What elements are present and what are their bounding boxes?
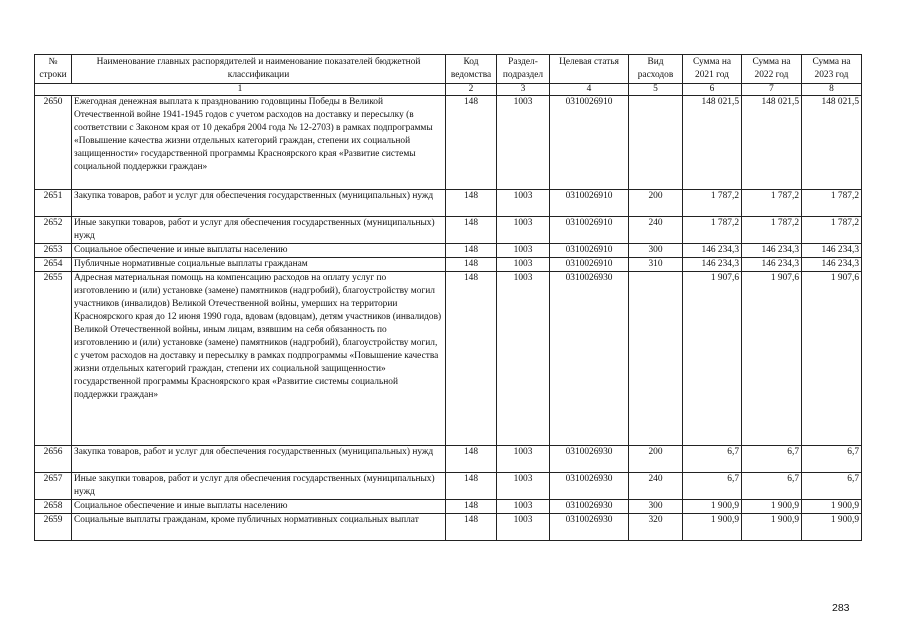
row-sum2022: 146 234,3 — [742, 244, 802, 258]
row-razdel: 1003 — [497, 96, 550, 190]
row-vid: 200 — [629, 190, 683, 217]
column-number-6: 6 — [683, 84, 742, 96]
table-row — [35, 96, 862, 190]
row-ved: 148 — [446, 272, 497, 446]
row-sum2022: 1 900,9 — [742, 514, 802, 541]
row-number: 2654 — [35, 258, 72, 272]
row-celevaya: 0310026930 — [550, 500, 629, 514]
row-sum2021: 6,7 — [683, 473, 742, 500]
row-ved: 148 — [446, 190, 497, 217]
row-ved: 148 — [446, 500, 497, 514]
row-sum2022: 1 787,2 — [742, 190, 802, 217]
column-number-row — [35, 84, 862, 96]
header-col-vid: Вид расходов — [629, 55, 683, 84]
row-sum2022: 146 234,3 — [742, 258, 802, 272]
row-vid: 240 — [629, 217, 683, 244]
row-name: Адресная материальная помощь на компенсацию расходов на оплату услуг по изготовлению и (или) установке (замене) памятников (надгробий), благоустройству могил участников (инвалидов) Великой Отечественной войны, умерших на территории Красноярского края до 12 июня 1990 года, вдовам (вдовцам), детям участников (инвалидов) Великой Отечественной войны, иным лицам, взявшим на себя обязанность по изготовлению и (или) установке (замене) памятников (надгробий), благоустройству могил, с учетом расходов на доставку и пересылку в рамках подпрограммы «Повышение качества жизни отдельных категорий граждан, степени их социальной защищенности» государственной программы Красноярского края «Развитие системы социальной поддержки граждан» — [72, 272, 446, 446]
row-sum2023: 146 234,3 — [802, 258, 862, 272]
row-ved: 148 — [446, 258, 497, 272]
header-col-name: Наименование главных распорядителей и наименование показателей бюджетной классификации — [72, 55, 446, 84]
row-razdel: 1003 — [497, 500, 550, 514]
row-sum2023: 6,7 — [802, 473, 862, 500]
header-col-razdel: Раздел-подраздел — [497, 55, 550, 84]
row-sum2023: 148 021,5 — [802, 96, 862, 190]
row-sum2023: 1 900,9 — [802, 514, 862, 541]
row-number: 2657 — [35, 473, 72, 500]
table-row — [35, 244, 862, 258]
row-sum2023: 1 787,2 — [802, 217, 862, 244]
row-ved: 148 — [446, 446, 497, 473]
header-col-num: № строки — [35, 55, 72, 84]
row-celevaya: 0310026930 — [550, 272, 629, 446]
row-celevaya: 0310026910 — [550, 217, 629, 244]
row-vid: 200 — [629, 446, 683, 473]
row-name: Иные закупки товаров, работ и услуг для обеспечения государственных (муниципальных) нужд — [72, 217, 446, 244]
row-razdel: 1003 — [497, 473, 550, 500]
table-row — [35, 500, 862, 514]
row-sum2022: 1 787,2 — [742, 217, 802, 244]
row-razdel: 1003 — [497, 514, 550, 541]
row-celevaya: 0310026910 — [550, 244, 629, 258]
header-col-celevaya: Целевая статья — [550, 55, 629, 84]
row-name: Публичные нормативные социальные выплаты гражданам — [72, 258, 446, 272]
row-celevaya: 0310026910 — [550, 96, 629, 190]
row-number: 2655 — [35, 272, 72, 446]
row-name: Социальное обеспечение и иные выплаты населению — [72, 244, 446, 258]
row-name: Закупка товаров, работ и услуг для обеспечения государственных (муниципальных) нужд — [72, 446, 446, 473]
row-sum2021: 148 021,5 — [683, 96, 742, 190]
column-number-8: 8 — [802, 84, 862, 96]
column-number-5: 5 — [629, 84, 683, 96]
row-name: Социальное обеспечение и иные выплаты населению — [72, 500, 446, 514]
row-sum2021: 1 900,9 — [683, 500, 742, 514]
row-sum2021: 1 787,2 — [683, 217, 742, 244]
row-sum2023: 1 900,9 — [802, 500, 862, 514]
row-number: 2651 — [35, 190, 72, 217]
row-number: 2659 — [35, 514, 72, 541]
column-number-1: 1 — [35, 84, 446, 96]
row-number: 2656 — [35, 446, 72, 473]
row-sum2023: 146 234,3 — [802, 244, 862, 258]
row-razdel: 1003 — [497, 190, 550, 217]
table-row — [35, 217, 862, 244]
row-vid: 300 — [629, 500, 683, 514]
table-row — [35, 446, 862, 473]
row-razdel: 1003 — [497, 258, 550, 272]
row-name: Закупка товаров, работ и услуг для обеспечения государственных (муниципальных) нужд — [72, 190, 446, 217]
row-razdel: 1003 — [497, 244, 550, 258]
row-number: 2653 — [35, 244, 72, 258]
header-col-sum2022: Сумма на 2022 год — [742, 55, 802, 84]
row-name: Ежегодная денежная выплата к празднованию годовщины Победы в Великой Отечественной войне 1941-1945 годов с учетом расходов на доставку и пересылку (в соответствии с Законом края от 10 декабря 2004 года № 12-2703) в рамках подпрограммы «Повышение качества жизни отдельных категорий граждан, степени их социальной защищенности» государственной программы Красноярского края «Развитие системы социальной поддержки граждан» — [72, 96, 446, 190]
row-number: 2652 — [35, 217, 72, 244]
row-sum2023: 1 907,6 — [802, 272, 862, 446]
row-ved: 148 — [446, 217, 497, 244]
row-name: Социальные выплаты гражданам, кроме публичных нормативных социальных выплат — [72, 514, 446, 541]
column-number-2: 2 — [446, 84, 497, 96]
header-col-sum2023: Сумма на 2023 год — [802, 55, 862, 84]
row-celevaya: 0310026910 — [550, 190, 629, 217]
column-number-7: 7 — [742, 84, 802, 96]
row-number: 2658 — [35, 500, 72, 514]
row-sum2022: 6,7 — [742, 473, 802, 500]
row-sum2021: 1 907,6 — [683, 272, 742, 446]
row-razdel: 1003 — [497, 272, 550, 446]
row-vid: 320 — [629, 514, 683, 541]
row-sum2021: 1 900,9 — [683, 514, 742, 541]
row-razdel: 1003 — [497, 217, 550, 244]
page-number: 283 — [832, 602, 850, 614]
row-vid: 310 — [629, 258, 683, 272]
row-sum2021: 146 234,3 — [683, 244, 742, 258]
header-col-sum2021: Сумма на 2021 год — [683, 55, 742, 84]
row-celevaya: 0310026930 — [550, 514, 629, 541]
table-row — [35, 190, 862, 217]
column-number-4: 4 — [550, 84, 629, 96]
row-sum2023: 1 787,2 — [802, 190, 862, 217]
row-sum2023: 6,7 — [802, 446, 862, 473]
row-celevaya: 0310026930 — [550, 473, 629, 500]
row-celevaya: 0310026910 — [550, 258, 629, 272]
row-sum2021: 1 787,2 — [683, 190, 742, 217]
row-celevaya: 0310026930 — [550, 446, 629, 473]
row-ved: 148 — [446, 473, 497, 500]
row-vid: 300 — [629, 244, 683, 258]
row-sum2022: 1 900,9 — [742, 500, 802, 514]
budget-table — [34, 54, 862, 541]
header-row — [35, 55, 862, 84]
row-ved: 148 — [446, 514, 497, 541]
row-razdel: 1003 — [497, 446, 550, 473]
row-sum2022: 6,7 — [742, 446, 802, 473]
table-row — [35, 272, 862, 446]
row-vid — [629, 96, 683, 190]
row-vid — [629, 272, 683, 446]
table-row — [35, 514, 862, 541]
row-sum2022: 1 907,6 — [742, 272, 802, 446]
header-col-ved: Код ведомства — [446, 55, 497, 84]
row-ved: 148 — [446, 96, 497, 190]
row-number: 2650 — [35, 96, 72, 190]
column-number-3: 3 — [497, 84, 550, 96]
table-row — [35, 258, 862, 272]
row-sum2021: 146 234,3 — [683, 258, 742, 272]
row-sum2021: 6,7 — [683, 446, 742, 473]
row-name: Иные закупки товаров, работ и услуг для обеспечения государственных (муниципальных) нужд — [72, 473, 446, 500]
row-sum2022: 148 021,5 — [742, 96, 802, 190]
table-row — [35, 473, 862, 500]
row-vid: 240 — [629, 473, 683, 500]
row-ved: 148 — [446, 244, 497, 258]
